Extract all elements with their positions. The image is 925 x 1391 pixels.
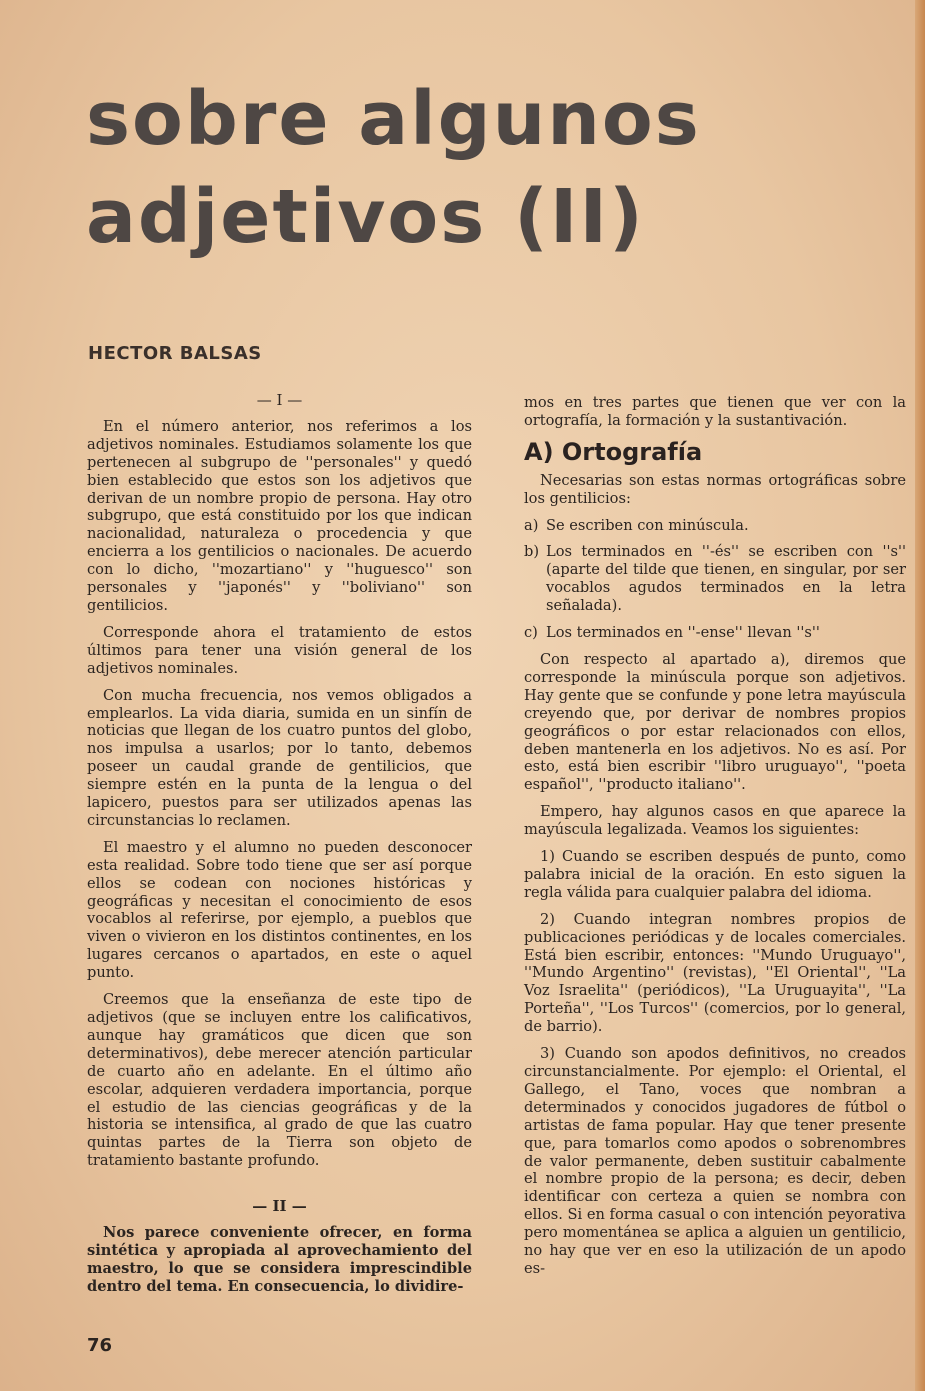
list-item [524,543,906,615]
list-text: Se escriben con minúscula. [546,516,749,534]
paragraph: 1) Cuando se escriben después de punto, como palabra inicial de la oración. En esto siguen la regla válida para cualquier palabra del idioma. [524,848,906,901]
article-title [86,70,786,266]
list-label: c) [524,624,538,642]
list-item [524,517,906,535]
list-label: a) [524,516,539,534]
title-line-2: adjetivos (II) [86,174,645,260]
subheading: A) Ortografía [524,437,703,466]
paragraph: Nos parece conveniente ofrecer, en forma sintética y apropiada al aprovechamiento del maestro, lo que se considera imprescindible dentro del tema. En consecuencia, lo dividire- [87,1224,472,1295]
list-text: Los terminados en ''-ense'' llevan ''s'' [546,624,820,642]
list-item [524,624,906,642]
paragraph: Empero, hay algunos casos en que aparece la mayúscula legalizada. Veamos los siguientes: [524,803,906,839]
author-name: HECTOR BALSAS [88,343,262,364]
paragraph: Con mucha frecuencia, nos vemos obligados a emplearlos. La vida diaria, sumida en un sinfín de noticias que llegan de los cuatro puntos del globo, nos impulsa a usarlos; por lo tanto, debemos poseer un caudal grande de gentilicios, que siempre estén en la punta de la lengua o del lapicero, puestos para ser utilizados apenas las circunstancias lo reclamen. [87,686,472,829]
list-label: b) [524,543,540,561]
page-number: 76 [87,1335,113,1356]
paragraph: Con respecto al apartado a), diremos que corresponde la minúscula porque son adjetivos. Hay gente que se confunde y pone letra mayúscula creyendo que, por derivar de nombres propios geográficos o por estar relacionados con ellos, deben mantenerla en los adjetivos. No es así. Por esto, está bien escribir ''libro uruguayo'', ''poeta español'', ''producto italiano''. [524,650,906,794]
paragraph: En el número anterior, nos referimos a los adjetivos nominales. Estudiamos solamente los que pertenecen al subgrupo de ''personales'' y quedó bien establecido que estos son los adjetivos que derivan de un nombre propio de persona. Hay otro subgrupo, que está constituido por los que indican nacionalidad, naturaleza o procedencia y que encierra a los gentilicios o nacionales. De acuerdo con lo dicho, ''mozartiano'' y ''huguesco'' son personales y ''japonés'' y ''boliviano'' son gentilicios. [87,417,472,614]
paragraph-continuation: mos en tres partes que tienen que ver con la ortografía, la formación y la sustantivación. [524,394,906,429]
paragraph: Necesarias son estas normas ortográficas sobre los gentilicios: [524,471,906,507]
section-marker-2: — II — [252,1197,307,1216]
title-line-1: sobre algunos [86,76,701,162]
left-column [87,392,472,1305]
list-text: Los terminados en ''-és'' se escriben con ''s'' (aparte del tilde que tienen, en singular, por ser vocablos agudos terminados en la letra señalada). [546,543,906,615]
paragraph: Corresponde ahora el tratamiento de estos últimos para tener una visión general de los adjetivos nominales. [87,623,472,677]
paragraph: El maestro y el alumno no pueden desconocer esta realidad. Sobre todo tiene que ser así porque ellos se codean con nociones históricas y geográficas y necesitan el conocimiento de esos vocablos al referirse, por ejemplo, a pueblos que viven o vivieron en los distintos continentes, en los lugares cercanos o apartados, en este o aquel punto. [87,838,472,982]
page-edge [915,0,925,1391]
paragraph: 2) Cuando integran nombres propios de publicaciones periódicas y de locales comerciales. Está bien escribir, entonces: ''Mundo Uruguayo'', ''Mundo Argentino'' (revistas), ''El Oriental'', ''La Voz Israelita'' (periódicos), ''La Uruguayita'', ''La Porteña'', ''Los Turcos'' (comercios, por lo general, de barrio). [524,910,906,1036]
right-column [524,394,906,1287]
paragraph: 3) Cuando son apodos definitivos, no creados circunstancialmente. Por ejemplo: el Oriental, el Gallego, el Tano, voces que nombran a determinados y conocidos jugadores de fútbol o artistas de fama popular. Hay que tener presente que, para tomarlos como apodos o sobrenombres de valor permanente, deben sustituir cabalmente el nombre propio de la persona; es decir, deben identificar con certeza a quien se nombra con ellos. Si en forma casual o con intención peyorativa pero momentánea se aplica a alguien un gentilicio, no hay que ver en eso la utilización de un apodo es- [524,1045,906,1277]
section-marker-1: — I — [256,391,303,409]
paragraph: Creemos que la enseñanza de este tipo de adjetivos (que se incluyen entre los calificativos, aunque hay gramáticos que dicen que son determinativos), debe merecer atención particular de cuarto año en adelante. En el último año escolar, adquieren verdadera importancia, porque el estudio de las ciencias geográficas y de la historia se intensifica, al grado de que las cuatro quintas partes de la Tierra son objeto de tratamiento bastante profundo. [87,991,472,1170]
